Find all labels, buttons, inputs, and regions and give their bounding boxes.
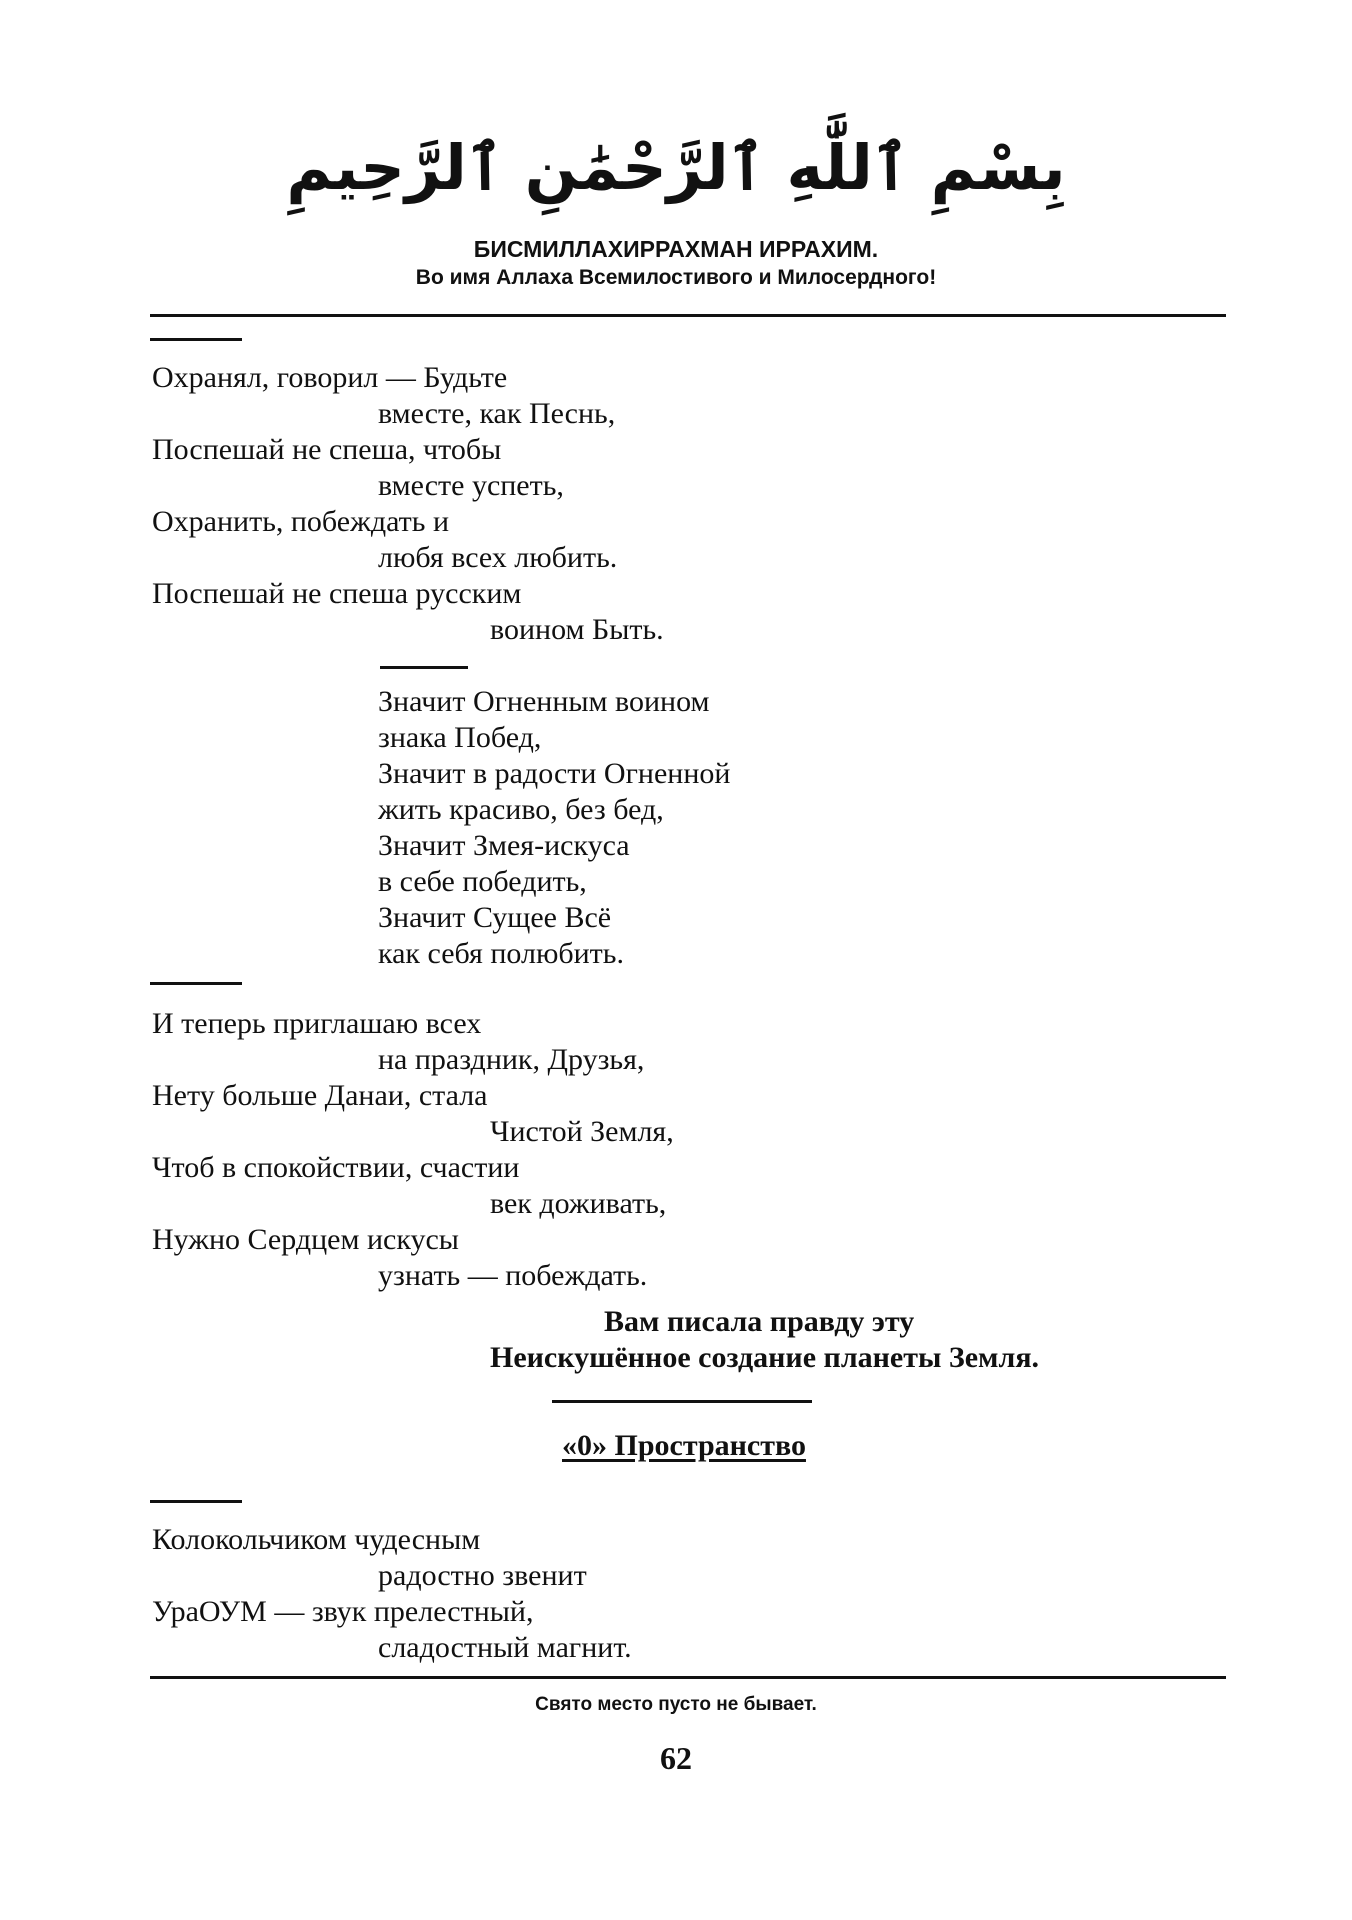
signature-line: Вам писала правду эту xyxy=(604,1305,915,1338)
poem-line: радостно звенит xyxy=(378,1559,587,1592)
section-title: «0» Пространство xyxy=(562,1429,806,1462)
stanza-divider xyxy=(150,1500,242,1503)
poem-line: Поспешай не спеша русским xyxy=(152,577,522,610)
page-number: 62 xyxy=(660,1740,692,1776)
poem-line: Охранял, говорил — Будьте xyxy=(152,361,508,394)
poem-line: на праздник, Друзья, xyxy=(378,1043,645,1076)
poem-line: вместе, как Песнь, xyxy=(378,397,616,430)
poem-line: Значит в радости Огненной xyxy=(378,757,731,790)
header-subtitle: Во имя Аллаха Всемилостивого и Милосердного! xyxy=(415,266,937,289)
header-title: БИСМИЛЛАХИРРАХМАН ИРРАХИМ. xyxy=(473,236,879,262)
poem-line: век доживать, xyxy=(490,1187,667,1220)
arabic-calligraphy: بِسْمِ ٱللَّٰهِ ٱلرَّحْمَٰنِ ٱلرَّحِيمِ xyxy=(286,131,1066,204)
poem-line: вместе успеть, xyxy=(378,469,564,502)
poem-line: любя всех любить. xyxy=(378,541,618,574)
footer-proverb: Свято место пусто не бывает. xyxy=(535,1694,817,1715)
stanza-divider xyxy=(380,666,468,669)
footer-rule xyxy=(150,1676,1226,1679)
poem-line: жить красиво, без бед, xyxy=(378,793,664,826)
poem-line: Нету больше Данаи, стала xyxy=(152,1079,488,1112)
poem-line: Значит Змея-искуса xyxy=(378,829,630,862)
poem-line: сладостный магнит. xyxy=(378,1631,632,1664)
poem-line: Нужно Сердцем искусы xyxy=(152,1223,459,1256)
poem-line: УраОУМ — звук прелестный, xyxy=(152,1595,534,1628)
poem-line: в себе победить, xyxy=(378,865,587,898)
poem-line: Колокольчиком чудесным xyxy=(152,1523,481,1556)
poem-line: воином Быть. xyxy=(490,613,664,646)
poem-line: Охранить, побеждать и xyxy=(152,505,449,538)
header-rule xyxy=(150,314,1226,317)
signature-line: Неискушённое создание планеты Земля. xyxy=(490,1341,1040,1374)
stanza-divider xyxy=(150,982,242,985)
poem-line: Чистой Земля, xyxy=(490,1115,674,1148)
poem-line: Поспешай не спеша, чтобы xyxy=(152,433,502,466)
poem-line: Чтоб в спокойствии, счастии xyxy=(152,1151,520,1184)
poem-line: как себя полюбить. xyxy=(378,937,624,970)
stanza-divider xyxy=(150,338,242,341)
poem-line: знака Побед, xyxy=(378,721,542,754)
section-divider xyxy=(552,1400,812,1403)
poem-line: И теперь приглашаю всех xyxy=(152,1007,482,1040)
poem-line: узнать — побеждать. xyxy=(378,1259,648,1292)
poem-line: Значит Сущее Всё xyxy=(378,901,612,934)
poem-line: Значит Огненным воином xyxy=(378,685,710,718)
